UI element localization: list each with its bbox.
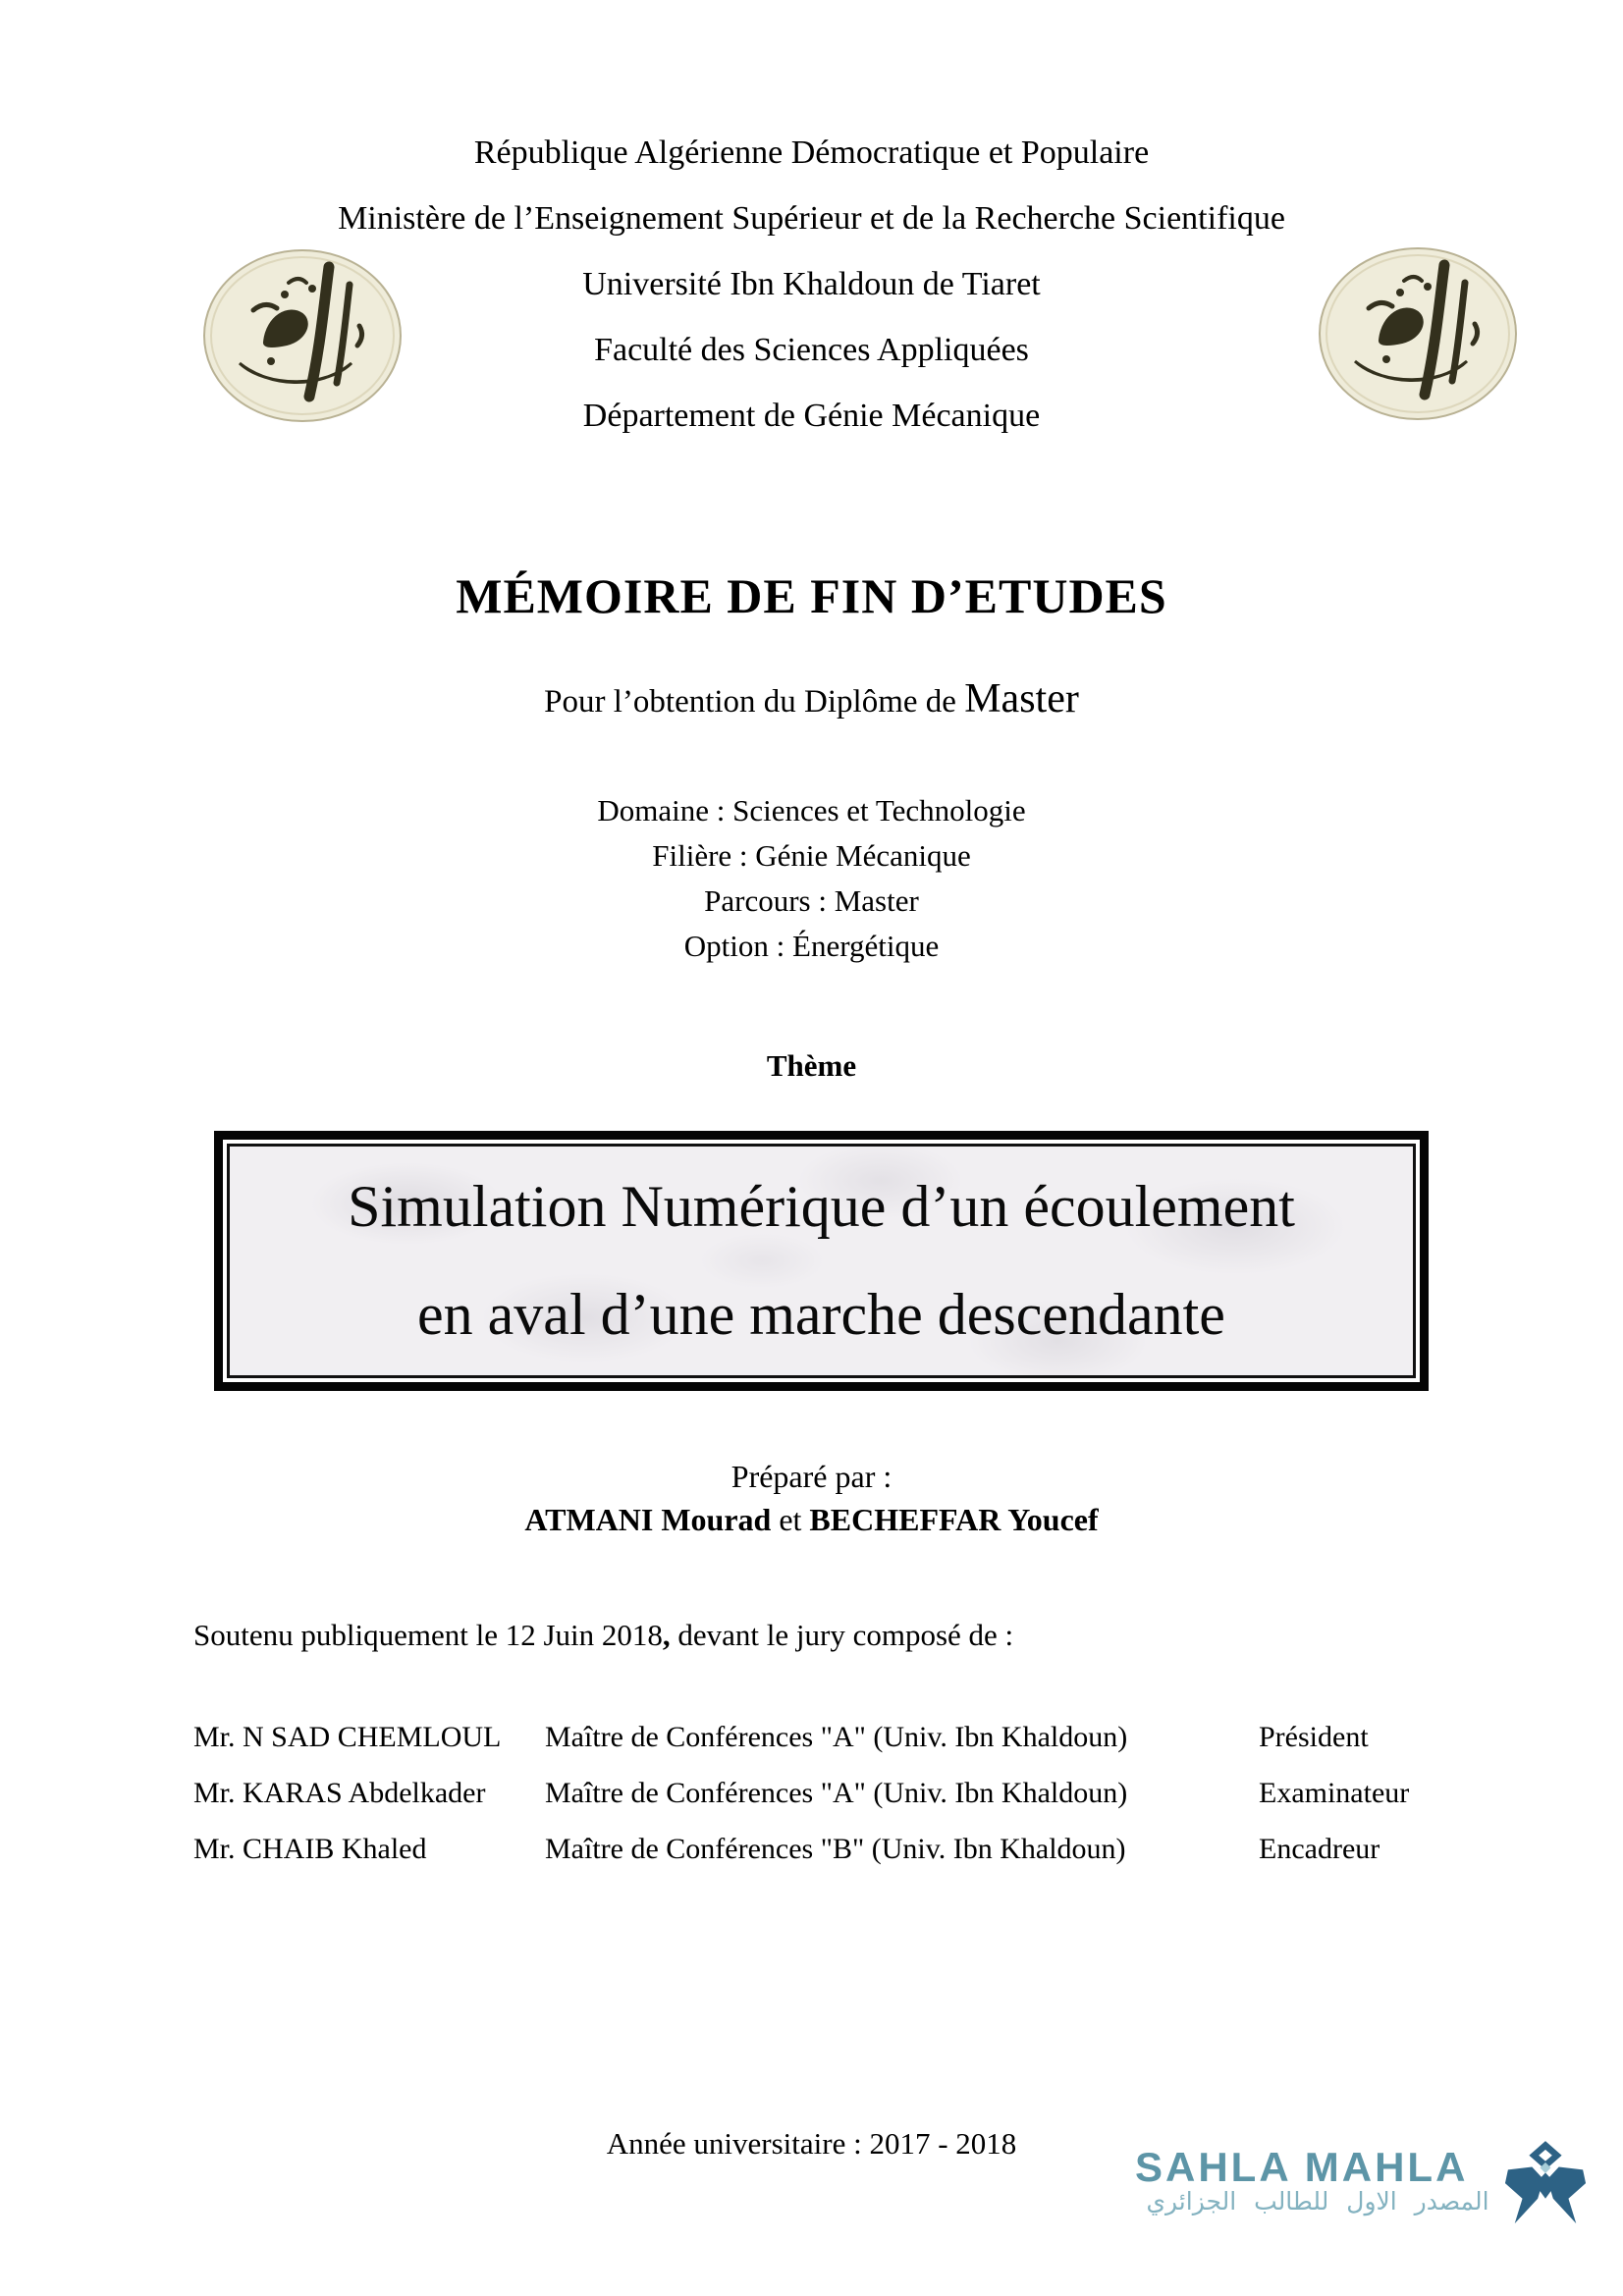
defense-suffix: devant le jury composé de : [670,1618,1014,1652]
program-option: Option : Énergétique [683,929,940,963]
program-domaine: Domaine : Sciences et Technologie [597,793,1026,828]
jury-member-title: Maître de Conférences "A" (Univ. Ibn Khaldoun) [545,1721,1128,1753]
prepared-by-label: Préparé par : [730,1459,893,1494]
defense-prefix: Soutenu publiquement le 12 Juin 2018 [193,1618,663,1652]
jury-member-role: Examinateur [1259,1777,1410,1809]
sahla-mahla-watermark [1135,2140,1596,2268]
jury-member-name: Mr. N SAD CHEMLOUL [193,1721,502,1753]
jury-member-role: Président [1259,1721,1369,1753]
memoire-title: MÉMOIRE DE FIN D’ETUDES [456,568,1167,623]
program-filiere: Filière : Génie Mécanique [652,838,971,873]
sahla-mahla-tagline: المصدر الاول للطالب الجزائري [1146,2187,1489,2216]
program-parcours: Parcours : Master [704,883,919,918]
jury-table [193,1721,1470,1889]
thesis-title-box-inner [227,1144,1416,1378]
jury-member-title: Maître de Conférences "B" (Univ. Ibn Khaldoun) [545,1833,1126,1865]
authors-conjunction: et [771,1502,810,1537]
defense-statement [193,1618,1013,1653]
jury-member-role: Encadreur [1259,1833,1380,1865]
degree-subtitle [0,675,1623,722]
degree-subtitle-prefix: Pour l’obtention du Diplôme de [544,684,965,720]
jury-row-encadreur [193,1833,1470,1866]
jury-row-president [193,1721,1470,1754]
faculty-line: Faculté des Sciences Appliquées [594,332,1029,368]
ministry-line: Ministère de l’Enseignement Supérieur et de la Recherche Scientifique [338,200,1285,237]
defense-bold-comma: , [662,1618,671,1652]
author-1: ATMANI Mourad [524,1502,772,1537]
academic-year: Année universitaire : 2017 - 2018 [606,2126,1017,2161]
jury-member-name: Mr. KARAS Abdelkader [193,1777,486,1809]
thesis-title-line2: en aval d’une marche descendante [417,1282,1225,1348]
jury-member-title: Maître de Conférences "A" (Univ. Ibn Khaldoun) [545,1777,1128,1809]
university-line: Université Ibn Khaldoun de Tiaret [582,266,1041,302]
sahla-mahla-logo-icon [1503,2140,1588,2232]
author-2: BECHEFFAR Youcef [809,1502,1099,1537]
department-line: Département de Génie Mécanique [582,398,1041,434]
jury-member-name: Mr. CHAIB Khaled [193,1833,427,1865]
republic-line: République Algérienne Démocratique et Populaire [473,134,1150,171]
degree-name: Master [964,676,1079,721]
university-seal-left-icon [202,247,403,424]
thesis-title-box [214,1131,1429,1391]
thesis-title-line1: Simulation Numérique d’un écoulement [348,1173,1295,1239]
program-block [0,788,1623,969]
sahla-mahla-wordmark: SAHLA MAHLA [1135,2144,1469,2190]
jury-row-examinateur [193,1777,1470,1810]
theme-label: Thème [766,1048,857,1083]
university-seal-right-icon [1318,245,1518,422]
authors-line [0,1502,1623,1538]
